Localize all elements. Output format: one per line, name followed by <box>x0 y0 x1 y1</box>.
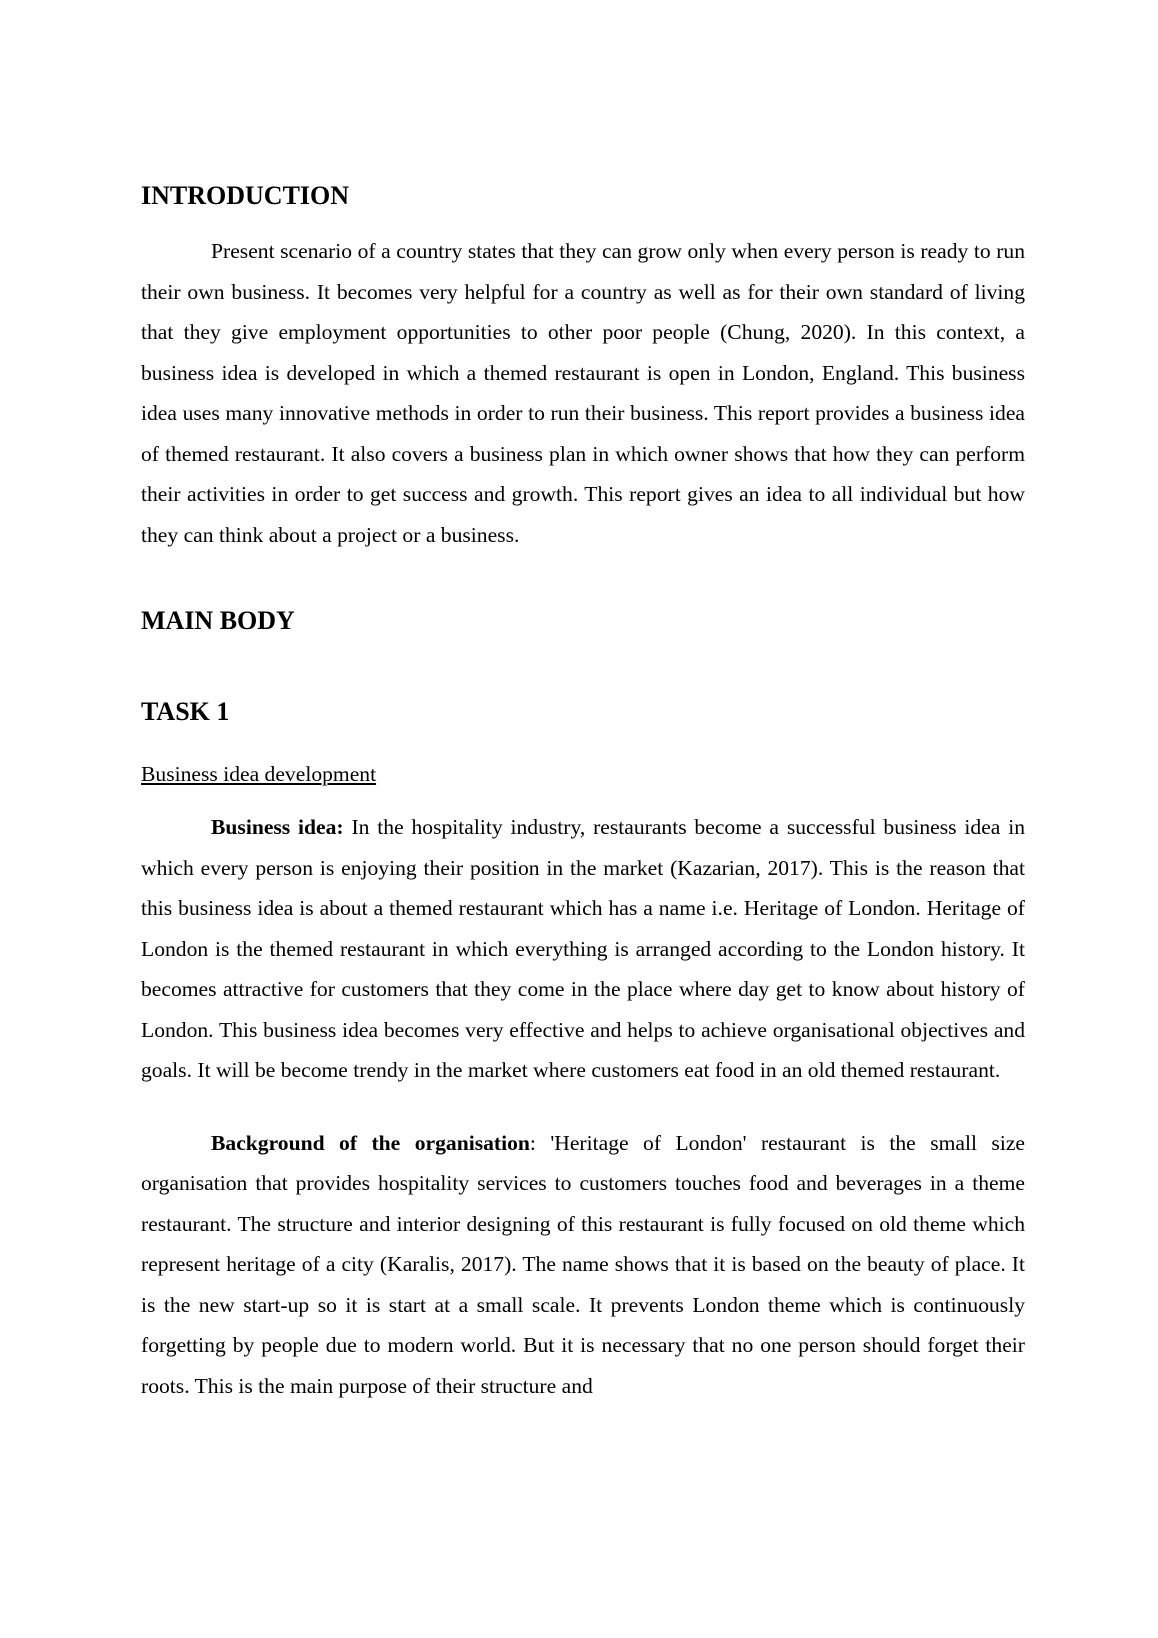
business-idea-label: Business idea: <box>211 815 344 840</box>
background-label: Background of the organisation <box>211 1130 530 1155</box>
document-page <box>141 150 1025 1406</box>
business-idea-subheading: Business idea development <box>141 761 377 786</box>
business-idea-text: In the hospitality industry, restaurants become a successful business idea in which every person is enjoying their position in the market (Kazarian, 2017). This is the reason that this business idea is about a themed restaurant which has a name i.e. Heritage of London. Heritage of London is the themed restaurant in which everything is arranged according to the London history. It becomes attractive for customers that they come in the place where day get to know about history of London. This business idea becomes very effective and helps to achieve organisational objectives and goals. It will be become trendy in the market where customers eat food in an old themed restaurant. <box>141 815 1025 1083</box>
background-paragraph <box>141 1123 1025 1407</box>
business-idea-paragraph <box>141 807 1025 1091</box>
main-body-heading: MAIN BODY <box>141 606 295 636</box>
intro-paragraph: Present scenario of a country states that they can grow only when every person is ready to run their own business. It becomes very helpful for a country as well as for their own standard of living that they give employment opportunities to other poor people (Chung, 2020). In this context, a business idea is developed in which a themed restaurant is open in London, England. This business idea uses many innovative methods in order to run their business. This report provides a business idea of themed restaurant. It also covers a business plan in which owner shows that how they can perform their activities in order to get success and growth. This report gives an idea to all individual but how they can think about a project or a business. <box>141 239 1025 547</box>
task-heading: TASK 1 <box>141 697 230 727</box>
background-text: : 'Heritage of London' restaurant is the small size organisation that provides hospitality services to customers touches food and beverages in a theme restaurant. The structure and interior designing of this restaurant is fully focused on old theme which represent heritage of a city (Karalis, 2017). The name shows that it is based on the beauty of place. It is the new start-up so it is start at a small scale. It prevents London theme which is continuously forgetting by people due to modern world. But it is necessary that no one person should forget their roots. This is the main purpose of their structure and <box>141 1130 1026 1398</box>
intro-heading: INTRODUCTION <box>141 181 350 210</box>
